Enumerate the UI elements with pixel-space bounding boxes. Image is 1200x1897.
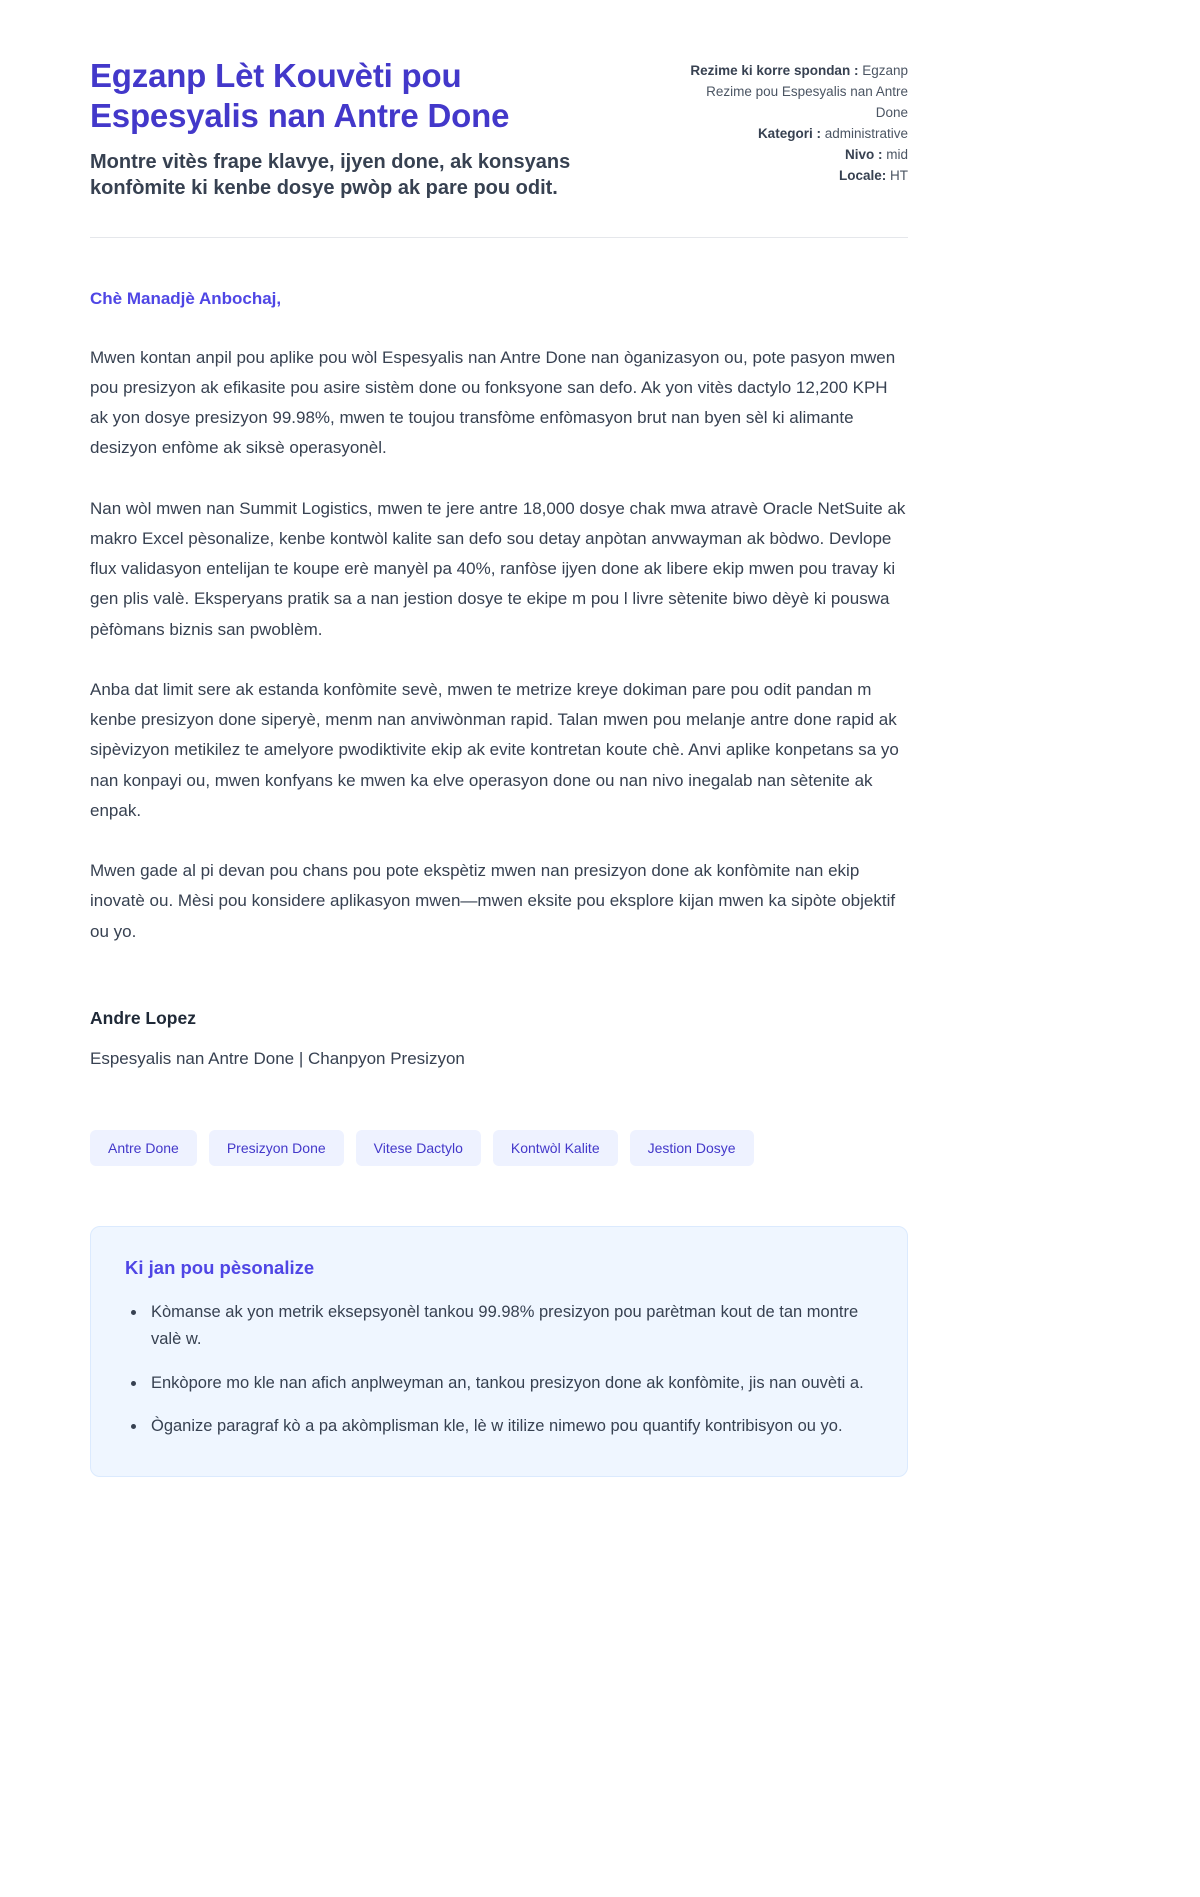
cover-letter-page <box>90 0 908 1477</box>
salutation: Chè Manadjè Anbochaj, <box>90 289 282 309</box>
meta-block <box>676 56 908 201</box>
tag-vitese-dactylo[interactable]: Vitese Dactylo <box>356 1130 481 1166</box>
meta-resume-link[interactable]: Egzanp Rezime pou Espesyalis nan Antre Done <box>706 63 908 120</box>
header-divider <box>90 237 908 238</box>
page-title: Egzanp Lèt Kouvèti pou Espesyalis nan Antre Done <box>90 57 510 135</box>
tag-kontwol-kalite[interactable]: Kontwòl Kalite <box>493 1130 618 1166</box>
meta-locale-value: HT <box>890 167 908 183</box>
header <box>90 56 908 201</box>
header-title-block <box>90 56 635 201</box>
tag-jestion-dosye[interactable]: Jestion Dosye <box>630 1130 754 1166</box>
personalization-tips-panel <box>90 1226 908 1477</box>
letter-paragraph-1: Mwen kontan anpil pou aplike pou wòl Espesyalis nan Antre Done nan òganizasyon ou, pote pasyon mwen pou presizyon ak efikasite pou asire sistèm done ou fonksyone san defo. Ak yon vitès dactylo 12,200 KPH ak yon dosye presizyon 99.98%, mwen te toujou transfòme enfòmasyon brut nan byen sèl ki alimante desizyon enfòme ak siksè operasyonèl. <box>90 347 896 458</box>
tips-heading: Ki jan pou pèsonalize <box>125 1257 315 1279</box>
meta-resume-row <box>676 61 908 124</box>
tag-presizyon-done[interactable]: Presizyon Done <box>209 1130 344 1166</box>
letter-paragraph-4: Mwen gade al pi devan pou chans pou pote ekspètiz mwen nan presizyon done ak konfòmite nan ekip inovatè ou. Mèsi pou konsidere aplikasyon mwen—mwen eksite pou eksplore kijan mwen ka sipòte objektif ou yo. <box>90 861 896 941</box>
meta-locale-row <box>676 166 908 187</box>
tip-item-1: • Kòmanse ak yon metrik eksepsyonèl tankou 99.98% presizyon pou parètman kout de tan montre valè w. <box>147 1299 873 1353</box>
letter-body <box>90 284 908 1074</box>
letter-paragraph-2: Nan wòl mwen nan Summit Logistics, mwen te jere antre 18,000 dosye chak mwa atravè Oracle NetSuite ak makro Excel pèsonalize, kenbe kontwòl kalite san defo sou detay anpòtan anvwayman ak bòdwo. Devlope flux validasyon entelijan te koupe erè manyèl pa 40%, ranfòse ijyen done ak libere ekip mwen pou travay ki gen plis valè. Eksperyans pratik sa a nan jestion dosye te ekipe m pou l livre sètenite biwo dèyè ki pouswa pèfòmans biznis san pwoblèm. <box>90 498 906 639</box>
meta-level-label: Nivo : <box>844 146 883 162</box>
page-subtitle: Montre vitès frape klavye, ijyen done, ak konsyans konfòmite ki kenbe dosye pwòp ak pare pou odit. <box>90 150 571 199</box>
signature-name: Andre Lopez <box>90 1007 196 1028</box>
meta-category-row <box>676 124 908 145</box>
tips-list <box>125 1299 873 1440</box>
tip-item-3: • Òganize paragraf kò a pa akòmplisman kle, lè w itilize nimewo pou quantify kontribisyon ou yo. <box>147 1413 873 1440</box>
meta-locale-label: Locale: <box>838 167 887 183</box>
meta-level-row <box>676 145 908 166</box>
meta-category-label: Kategori : <box>757 125 821 141</box>
meta-category-value: administrative <box>824 125 908 141</box>
signature-title: Espesyalis nan Antre Done | Chanpyon Presizyon <box>90 1048 465 1068</box>
letter-paragraph-3: Anba dat limit sere ak estanda konfòmite sevè, mwen te metrize kreye dokiman pare pou odit pandan m kenbe presizyon done siperyè, menm nan anviwònman rapid. Talan mwen pou melanje antre done rapid ak sipèvizyon metikilez te amelyore pwodiktivite ekip ak evite kontretan koute chè. Anvi aplike konpetans sa yo nan konpayi ou, mwen konfyans ke mwen ka elve operasyon done ou nan nivo inegalab nan sètenite ak enpak. <box>90 679 899 820</box>
meta-level-value: mid <box>886 146 908 162</box>
tag-list <box>90 1130 908 1166</box>
meta-resume-label: Rezime ki korre spondan : <box>690 63 859 78</box>
tag-antre-done[interactable]: Antre Done <box>90 1130 197 1166</box>
tip-item-2: • Enkòpore mo kle nan afich anplweyman an, tankou presizyon done ak konfòmite, jis nan ouvèti a. <box>147 1370 873 1397</box>
